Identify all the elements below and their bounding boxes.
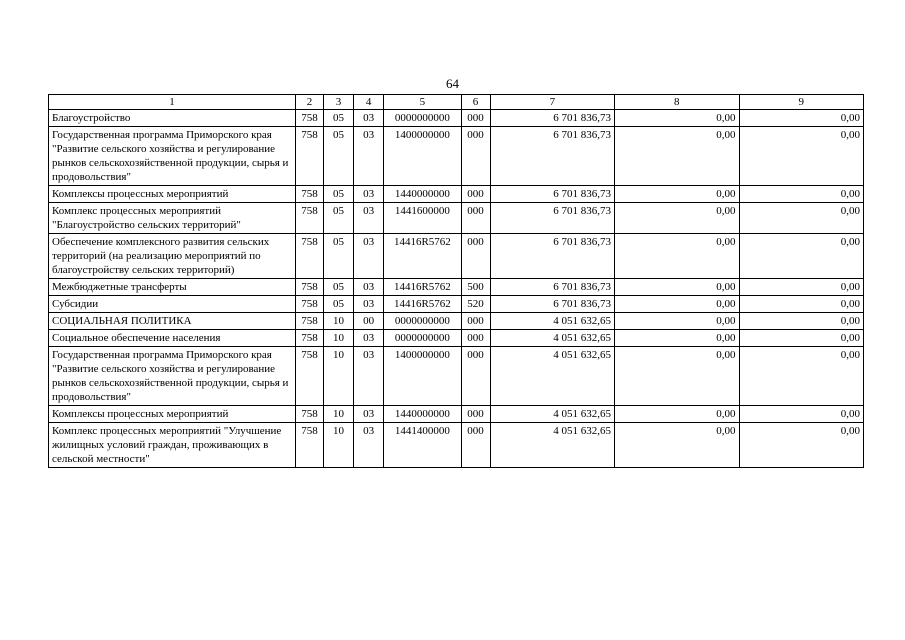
cell-amount: 6 701 836,73 [490, 110, 614, 127]
cell-target-article: 1400000000 [384, 347, 461, 406]
cell-subsection: 03 [354, 406, 384, 423]
cell-subsection: 03 [354, 234, 384, 279]
table-row [49, 203, 864, 234]
cell-amount-2: 0,00 [615, 347, 739, 406]
cell-admin-code: 758 [295, 234, 323, 279]
table-row [49, 423, 864, 468]
cell-target-article: 0000000000 [384, 313, 461, 330]
cell-admin-code: 758 [295, 330, 323, 347]
page-number: 64 [446, 76, 459, 91]
cell-expense-type: 000 [461, 313, 490, 330]
cell-section: 05 [324, 110, 354, 127]
cell-amount-2: 0,00 [615, 279, 739, 296]
cell-subsection: 00 [354, 313, 384, 330]
cell-amount-2: 0,00 [615, 110, 739, 127]
cell-amount-2: 0,00 [615, 234, 739, 279]
cell-name: Благоустройство [49, 110, 296, 127]
column-header: 7 [490, 95, 614, 110]
cell-expense-type: 000 [461, 347, 490, 406]
cell-target-article: 0000000000 [384, 330, 461, 347]
column-header: 1 [49, 95, 296, 110]
cell-amount-3: 0,00 [739, 330, 864, 347]
cell-target-article: 1440000000 [384, 186, 461, 203]
cell-name: Социальное обеспечение населения [49, 330, 296, 347]
cell-expense-type: 500 [461, 279, 490, 296]
cell-amount-2: 0,00 [615, 186, 739, 203]
cell-admin-code: 758 [295, 347, 323, 406]
cell-name: Субсидии [49, 296, 296, 313]
cell-admin-code: 758 [295, 110, 323, 127]
table-row [49, 347, 864, 406]
cell-expense-type: 000 [461, 110, 490, 127]
cell-name: СОЦИАЛЬНАЯ ПОЛИТИКА [49, 313, 296, 330]
cell-amount-3: 0,00 [739, 313, 864, 330]
cell-amount: 6 701 836,73 [490, 234, 614, 279]
column-header: 3 [324, 95, 354, 110]
cell-admin-code: 758 [295, 313, 323, 330]
cell-subsection: 03 [354, 127, 384, 186]
cell-amount: 6 701 836,73 [490, 127, 614, 186]
table-row [49, 186, 864, 203]
column-header: 4 [354, 95, 384, 110]
cell-amount-3: 0,00 [739, 296, 864, 313]
table-row [49, 279, 864, 296]
table-row [49, 234, 864, 279]
cell-amount-2: 0,00 [615, 313, 739, 330]
cell-subsection: 03 [354, 186, 384, 203]
header-row [49, 95, 864, 110]
cell-amount: 4 051 632,65 [490, 347, 614, 406]
cell-subsection: 03 [354, 296, 384, 313]
cell-section: 05 [324, 186, 354, 203]
column-header: 6 [461, 95, 490, 110]
cell-expense-type: 520 [461, 296, 490, 313]
cell-amount-3: 0,00 [739, 234, 864, 279]
cell-subsection: 03 [354, 110, 384, 127]
cell-amount-2: 0,00 [615, 406, 739, 423]
cell-name: Комплекс процессных мероприятий "Улучшение жилищных условий граждан, проживающих в сельской местности" [49, 423, 296, 468]
cell-admin-code: 758 [295, 279, 323, 296]
cell-name: Обеспечение комплексного развития сельских территорий (на реализацию мероприятий по благоустройству сельских территорий) [49, 234, 296, 279]
cell-section: 05 [324, 127, 354, 186]
table-row [49, 330, 864, 347]
cell-section: 05 [324, 296, 354, 313]
cell-amount: 6 701 836,73 [490, 203, 614, 234]
table-row [49, 296, 864, 313]
cell-admin-code: 758 [295, 127, 323, 186]
cell-admin-code: 758 [295, 186, 323, 203]
column-header: 5 [384, 95, 461, 110]
cell-amount-2: 0,00 [615, 423, 739, 468]
cell-target-article: 1400000000 [384, 127, 461, 186]
cell-amount: 4 051 632,65 [490, 313, 614, 330]
cell-subsection: 03 [354, 330, 384, 347]
cell-section: 10 [324, 330, 354, 347]
cell-section: 10 [324, 347, 354, 406]
cell-target-article: 14416R5762 [384, 279, 461, 296]
cell-name: Комплекс процессных мероприятий "Благоустройство сельских территорий" [49, 203, 296, 234]
table-row [49, 406, 864, 423]
cell-admin-code: 758 [295, 406, 323, 423]
cell-amount-3: 0,00 [739, 110, 864, 127]
cell-expense-type: 000 [461, 423, 490, 468]
cell-target-article: 1440000000 [384, 406, 461, 423]
cell-name: Государственная программа Приморского края "Развитие сельского хозяйства и регулирование рынков сельскохозяйственной продукции, сырья и продовольствия" [49, 347, 296, 406]
cell-amount: 6 701 836,73 [490, 296, 614, 313]
cell-subsection: 03 [354, 347, 384, 406]
column-header: 2 [295, 95, 323, 110]
cell-admin-code: 758 [295, 423, 323, 468]
cell-amount-3: 0,00 [739, 279, 864, 296]
cell-name: Межбюджетные трансферты [49, 279, 296, 296]
cell-target-article: 14416R5762 [384, 234, 461, 279]
cell-expense-type: 000 [461, 406, 490, 423]
cell-expense-type: 000 [461, 330, 490, 347]
cell-amount: 4 051 632,65 [490, 423, 614, 468]
cell-section: 05 [324, 203, 354, 234]
cell-amount-2: 0,00 [615, 127, 739, 186]
cell-amount-3: 0,00 [739, 186, 864, 203]
cell-admin-code: 758 [295, 203, 323, 234]
cell-name: Комплексы процессных мероприятий [49, 186, 296, 203]
cell-target-article: 1441400000 [384, 423, 461, 468]
cell-target-article: 0000000000 [384, 110, 461, 127]
cell-amount: 6 701 836,73 [490, 186, 614, 203]
cell-name: Комплексы процессных мероприятий [49, 406, 296, 423]
table-row [49, 313, 864, 330]
cell-expense-type: 000 [461, 186, 490, 203]
cell-section: 05 [324, 234, 354, 279]
cell-amount-3: 0,00 [739, 203, 864, 234]
cell-amount: 4 051 632,65 [490, 330, 614, 347]
cell-subsection: 03 [354, 203, 384, 234]
cell-amount-3: 0,00 [739, 127, 864, 186]
cell-amount-2: 0,00 [615, 330, 739, 347]
cell-amount-2: 0,00 [615, 296, 739, 313]
cell-subsection: 03 [354, 423, 384, 468]
cell-target-article: 1441600000 [384, 203, 461, 234]
cell-admin-code: 758 [295, 296, 323, 313]
table-row [49, 127, 864, 186]
cell-section: 10 [324, 313, 354, 330]
cell-name: Государственная программа Приморского края "Развитие сельского хозяйства и регулирование рынков сельскохозяйственной продукции, сырья и продовольствия" [49, 127, 296, 186]
cell-expense-type: 000 [461, 127, 490, 186]
cell-section: 10 [324, 406, 354, 423]
cell-section: 10 [324, 423, 354, 468]
cell-target-article: 14416R5762 [384, 296, 461, 313]
cell-amount-3: 0,00 [739, 406, 864, 423]
table-row [49, 110, 864, 127]
column-header: 9 [739, 95, 864, 110]
column-header: 8 [615, 95, 739, 110]
cell-amount-3: 0,00 [739, 347, 864, 406]
cell-amount: 6 701 836,73 [490, 279, 614, 296]
cell-amount: 4 051 632,65 [490, 406, 614, 423]
cell-amount-2: 0,00 [615, 203, 739, 234]
table-body [49, 110, 864, 468]
budget-table [48, 94, 864, 468]
cell-expense-type: 000 [461, 234, 490, 279]
cell-section: 05 [324, 279, 354, 296]
cell-amount-3: 0,00 [739, 423, 864, 468]
cell-subsection: 03 [354, 279, 384, 296]
cell-expense-type: 000 [461, 203, 490, 234]
